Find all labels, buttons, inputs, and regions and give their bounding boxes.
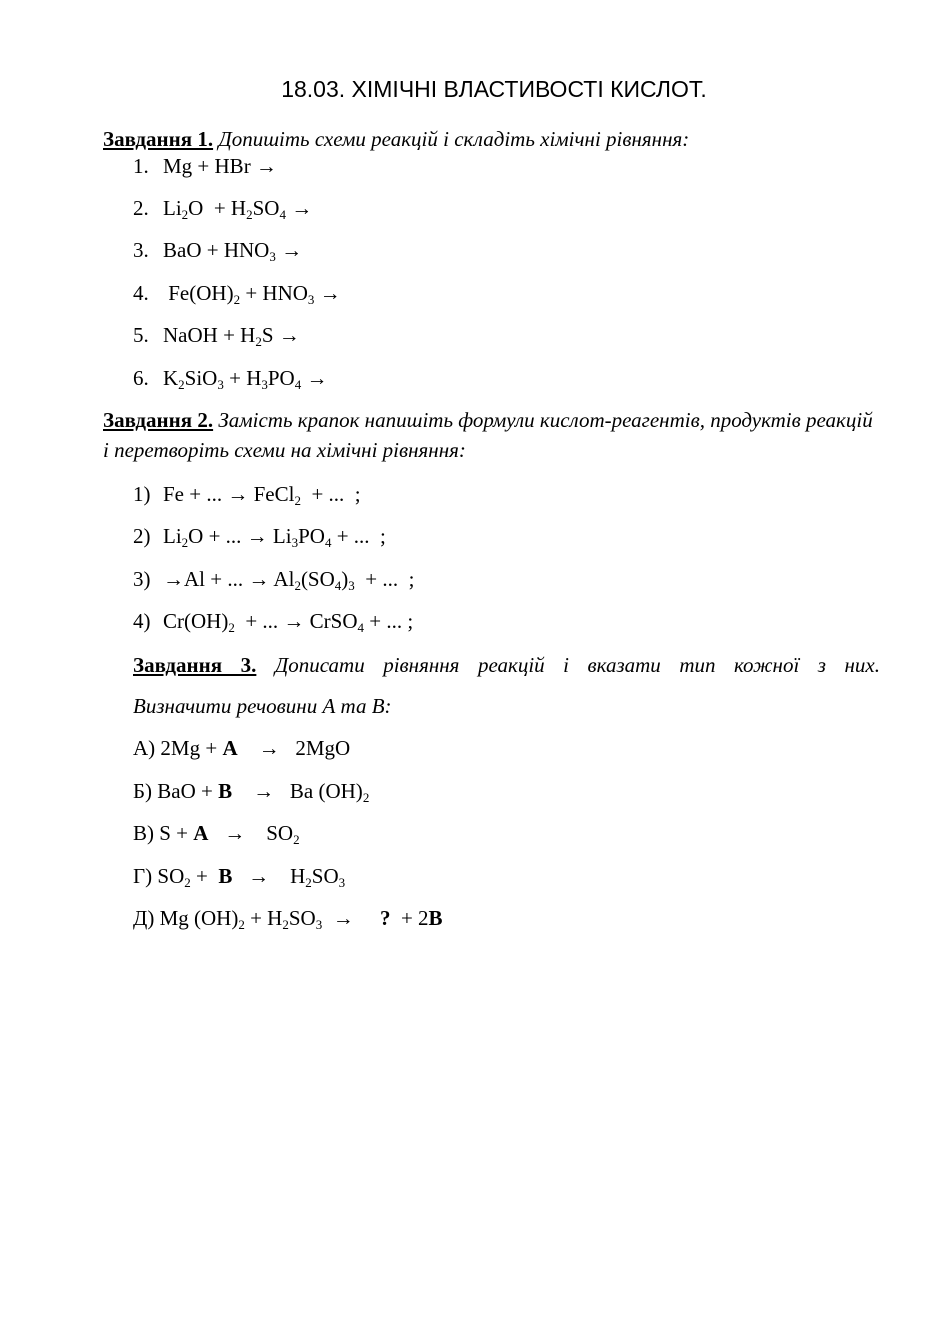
task2-item: 4) $Cr(OH)_2$ + ... → CrSO$_4$ + ... ; [133, 609, 414, 635]
task2-item: 2) $Li_2O$ + ... → $Li_3PO_4$ + ... ; [133, 524, 386, 550]
task1-text: Допишіть схеми реакцій і складіть хімічні рівняння: [218, 127, 690, 151]
task2-text: Замість крапок напишіть формули кислот-реагентів, продуктів реакцій і перетворіть схеми на хімічні рівняння: [103, 408, 873, 462]
task1-item: 6. $K_2SiO_3 + H_3PO_4$ → [133, 366, 328, 392]
task1-item: 4. $Fe(OH)_2 + HNO_3$ → [133, 281, 341, 307]
task3-item: А) 2Mg + A → 2MgO [133, 736, 351, 760]
task2-label: Завдання 2. [103, 408, 214, 432]
task3-heading [133, 650, 880, 680]
task3-text2: Визначити речовини А та В: [133, 694, 392, 718]
task3-label: Завдання 3. [133, 653, 257, 677]
task1-item: 2. $Li_2O + H_2SO_4$ → [133, 196, 313, 222]
task3-item: В) S + A → $SO_2$ [133, 821, 300, 847]
task2-item: 1) Fe + ... → FeCl$_2$ + ... ; [133, 482, 361, 508]
task3-item: Г) $SO_2 + B$ → $H_2SO_3$ [133, 864, 346, 890]
task2-item: 3) →Al + ... → $Al_2(SO_4)_3$ + ... ; [133, 567, 415, 593]
task3-item: Б) BaO + B → Ba $(OH)_2$ [133, 779, 370, 805]
task1-label: Завдання 1. [103, 127, 214, 151]
task1-item: 1. Mg + HBr → [133, 154, 277, 178]
task3-subheading [133, 691, 923, 721]
page-title: 18.03. ХІМІЧНІ ВЛАСТИВОСТІ КИСЛОТ. [281, 76, 707, 102]
task1-item: 3. BaO + $HNO_3$ → [133, 238, 303, 264]
task1-item: 5. NaOH + $H_2S$ → [133, 323, 300, 349]
task3-text: Дописати рівняння реакцій і вказати тип кожної з них. [274, 653, 881, 677]
task1-heading [103, 124, 893, 154]
task2-heading [103, 405, 881, 465]
task3-item: Д) Mg $(OH)_2 + H_2SO_3$ → ? + 2B [133, 906, 443, 932]
